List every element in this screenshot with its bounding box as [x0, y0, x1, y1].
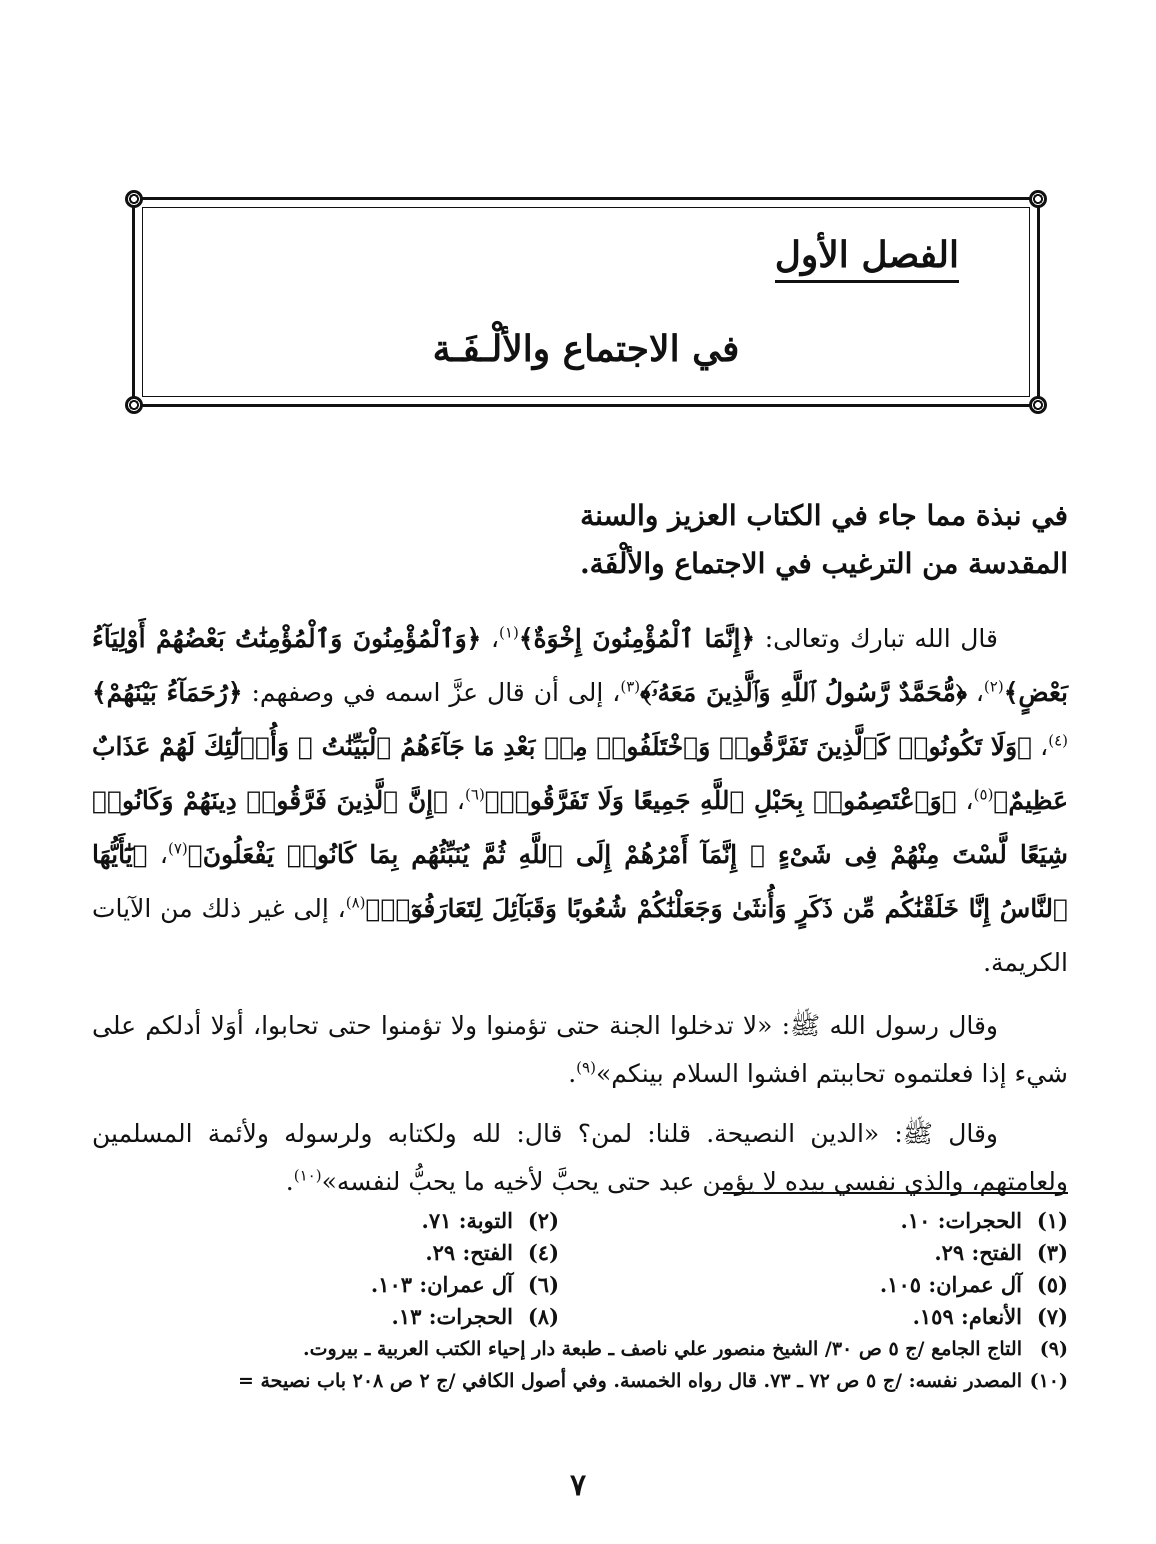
footnote [80, 1206, 559, 1238]
footnote-number: (١٠) [1029, 1370, 1068, 1392]
footnote-ref: (٢) [983, 677, 1004, 696]
footnote [589, 1238, 1068, 1270]
footnote-number: (٧) [1036, 1304, 1068, 1329]
footnote [80, 1334, 1068, 1366]
quran-verse: ﴿رُحَمَآءُ بَيْنَهُمْ﴾ [92, 678, 243, 707]
footnote-grid [80, 1206, 1068, 1334]
footnote-text: الفتح: ٢٩. [934, 1240, 1022, 1265]
footnote-number: (٥) [1036, 1272, 1068, 1297]
footnote-text: التوبة: ٧١. [421, 1208, 513, 1233]
footnote-ref: (٣) [620, 677, 641, 696]
footnote-number: (٤) [527, 1240, 559, 1265]
footnote-text: الحجرات: ١٠. [900, 1208, 1022, 1233]
footnote-number: (٩) [1039, 1338, 1068, 1360]
quran-verse: ﴿وَٱلْمُؤْمِنُونَ وَٱلْمُؤْمِنَٰتُ بَعْضُهُمْ أَوْلِيَآءُ بَعْضٍ﴾ [92, 624, 1068, 707]
footnote-ref: (٥) [973, 785, 994, 804]
text-run: . [568, 1059, 577, 1088]
quran-verse: ﴿وَلَا تَكُونُوا۟ كَٱلَّذِينَ تَفَرَّقُوا۟ وَٱخْتَلَفُوا۟ مِنۢ بَعْدِ مَا جَآءَهُمُ ٱلْبَيِّنَٰتُ ۚ وَأُو۟لَٰٓئِكَ لَهُمْ عَذَابٌ عَظِيمٌ﴾ [92, 732, 1069, 815]
quran-verse: ﴿إِنَّ ٱلَّذِينَ فَرَّقُوا۟ دِينَهُمْ وَكَانُوا۟ شِيَعًا لَّسْتَ مِنْهُمْ فِى شَىْءٍ ۚ إِنَّمَآ أَمْرُهُمْ إِلَى ٱللَّهِ ثُمَّ يُنَبِّئُهُم بِمَا كَانُوا۟ يَفْعَلُونَ﴾ [92, 786, 1068, 869]
footnote-text: الحجرات: ١٣. [391, 1304, 513, 1329]
footnote-number: (٢) [527, 1208, 559, 1233]
footnote-ref: (١٠) [293, 1166, 322, 1185]
footnote-number: (٨) [527, 1304, 559, 1329]
footnote-number: (٦) [527, 1272, 559, 1297]
body-text [92, 612, 1068, 1218]
footnote-text: التاج الجامع /ج ٥ ص ٣٠/ الشيخ منصور علي ناصف ـ طبعة دار إحياء الكتب العربية ـ بيروت. [302, 1338, 1022, 1360]
text-run: قال الله تبارك وتعالى: [755, 624, 999, 653]
quran-verse: ﴿يَٰٓأَيُّهَا ٱلنَّاسُ إِنَّا خَلَقْنَٰكُم مِّن ذَكَرٍ وَأُنثَىٰ وَجَعَلْنَٰكُمْ شُعُوبًا وَقَبَآئِلَ لِتَعَارَفُوٓا۟﴾ [92, 840, 1069, 923]
text-run: . [285, 1167, 294, 1196]
intro-line: المقدسة من الترغيب في الاجتماع والألْفَة. [579, 547, 1068, 580]
page-number: ٧ [569, 1468, 587, 1503]
footnote-ref: (٧) [167, 839, 188, 858]
quran-verse: ﴿إِنَّمَا ٱلْمُؤْمِنُونَ إِخْوَةٌ﴾ [518, 624, 756, 653]
footnote [80, 1270, 559, 1302]
text-run: ، [147, 840, 168, 869]
paragraph [92, 612, 1068, 990]
section-intro [368, 492, 1068, 588]
text-run: ، [1032, 732, 1049, 761]
footnote [80, 1302, 559, 1334]
footnote-number: (١) [1036, 1208, 1068, 1233]
hadith-text: وقال ﷺ: «الدين النصيحة. قلنا: لمن؟ قال: لله ولكتابه ولرسوله ولأئمة المسلمين ولعامتهم، والذي نفسي بيده لا يؤمن عبد حتى يحبَّ لأخيه ما يحبُّ لنفسه» [92, 1119, 1068, 1196]
footnote-divider [723, 1192, 1068, 1194]
footnotes [80, 1206, 1068, 1398]
quran-verse: ﴿وَٱعْتَصِمُوا۟ بِحَبْلِ ٱللَّهِ جَمِيعًا وَلَا تَفَرَّقُوا۟﴾ [484, 786, 957, 815]
text-run: ، [481, 624, 500, 653]
ornament-icon [125, 396, 143, 414]
footnote [80, 1366, 1068, 1398]
quran-verse: ﴿مُّحَمَّدٌ رَّسُولُ ٱللَّهِ وَٱلَّذِينَ مَعَهُۥٓ﴾ [640, 678, 967, 707]
chapter-label: الفصل الأول [775, 236, 959, 283]
footnote-ref: (٤) [1048, 731, 1069, 750]
footnote [589, 1270, 1068, 1302]
footnote-text: الفتح: ٢٩. [425, 1240, 513, 1265]
footnote [589, 1302, 1068, 1334]
intro-line: في نبذة مما جاء في الكتاب العزيز والسنة [580, 499, 1068, 532]
chapter-frame [132, 197, 1040, 407]
text-run: ، إلى غير ذلك من الآيات الكريمة. [92, 894, 1068, 977]
footnote-number: (٣) [1036, 1240, 1068, 1265]
footnote-text: آل عمران: ١٠٣. [370, 1272, 513, 1297]
footnote-ref: (٩) [576, 1058, 596, 1077]
footnote [589, 1206, 1068, 1238]
footnote [80, 1238, 559, 1270]
footnote-text: آل عمران: ١٠٥. [879, 1272, 1022, 1297]
footnote-text: الأنعام: ١٥٩. [912, 1304, 1022, 1329]
footnote-ref: (٦) [465, 785, 485, 804]
hadith-text: وقال رسول الله ﷺ: «لا تدخلوا الجنة حتى تؤمنوا ولا تؤمنوا حتى تحابوا، أوَلا أدلكم على شيء إذا فعلتموه تحاببتم افشوا السلام بينكم» [92, 1011, 1068, 1088]
ornament-icon [125, 190, 143, 208]
chapter-title: في الاجتماع والألْـفَـة [432, 328, 740, 370]
footnote-text: المصدر نفسه: /ج ٥ ص ٧٢ ـ ٧٣. قال رواه الخمسة. وفي أصول الكافي /ج ٢ ص ٢٠٨ باب نصيحة = [237, 1370, 1022, 1392]
text-run: ، [448, 786, 466, 815]
text-run: ، [966, 678, 984, 707]
footnote-ref: (١) [499, 623, 519, 642]
text-run: ، إلى أن قال عزَّ اسمه في وصفهم: [242, 678, 621, 707]
paragraph [92, 1002, 1068, 1098]
ornament-icon [1029, 396, 1047, 414]
footnote-ref: (٨) [345, 893, 366, 912]
ornament-icon [1029, 190, 1047, 208]
text-run: ، [956, 786, 974, 815]
